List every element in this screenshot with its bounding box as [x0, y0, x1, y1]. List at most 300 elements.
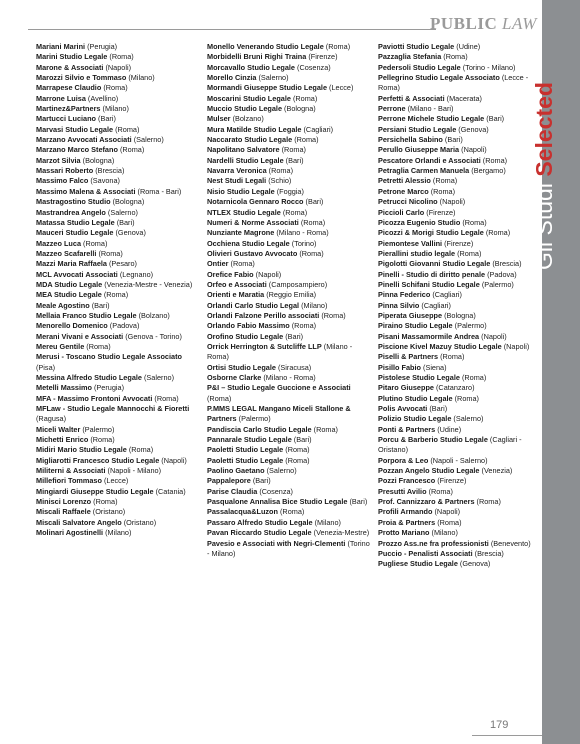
firm-location: (Cagliari) [421, 300, 451, 310]
firm-name: Picozzi & Morigi Studio Legale [378, 228, 484, 238]
firm-location: (Roma) [280, 507, 305, 517]
firm-name: Matassa Studio Legale [36, 217, 115, 227]
directory-entry [378, 497, 543, 507]
firm-location: (Lecce - Roma) [378, 73, 529, 93]
firm-location: (Roma) [86, 341, 111, 351]
firm-name: Marzano Marco Stefano [36, 145, 118, 155]
firm-location: (Venezia) [481, 466, 513, 476]
firm-name: Pescatore Orlandi e Associati [378, 155, 481, 165]
directory-entry [36, 187, 201, 197]
directory-entry [36, 394, 201, 404]
directory-entry [378, 518, 543, 528]
directory-entry [207, 73, 372, 83]
firm-name: Pavan Riccardo Studio Legale [207, 528, 312, 538]
firm-name: Protto Mariano [378, 528, 430, 538]
firm-name: Pinelli Schifani Studio Legale [378, 279, 480, 289]
directory-entry [207, 208, 372, 218]
firm-location: (Roma - Bari) [137, 186, 182, 196]
firm-name: Pozzan Angelo Studio Legale [378, 466, 480, 476]
firm-location: (Brescia) [492, 259, 522, 269]
firm-name: Mura Matilde Studio Legale [207, 124, 302, 134]
firm-name: Occhiena Studio Legale [207, 238, 290, 248]
firm-location: (Pesaro) [109, 259, 137, 269]
firm-location: (Roma) [103, 83, 128, 93]
directory-entry [207, 145, 372, 155]
directory-entry [207, 445, 372, 455]
firm-name: Merusi - Toscano Studio Legale Associato [36, 352, 182, 362]
firm-name: Paviotti Studio Legale [378, 42, 455, 51]
directory-entry [36, 156, 201, 166]
firm-location: (Roma) [281, 145, 306, 155]
firm-name: Miscali Salvatore Angelo [36, 517, 122, 527]
directory-entry [378, 352, 543, 362]
firm-name: Mulser [207, 114, 231, 124]
directory-entry [378, 176, 543, 186]
firm-name: Passalacqua&Luzon [207, 507, 278, 517]
directory-entry [207, 83, 372, 93]
directory-entry [207, 156, 372, 166]
firm-location: (Roma) [321, 310, 346, 320]
firm-location: (Roma) [119, 145, 145, 155]
firm-location: (Salerno) [144, 373, 175, 382]
firm-location: (Roma) [128, 445, 154, 455]
directory-entry [36, 518, 201, 528]
firm-location: (Palermo) [238, 414, 271, 424]
firm-location: (Firenze) [437, 476, 467, 486]
firm-name: Nisio Studio Legale [207, 186, 275, 196]
firm-location: (Roma) [90, 435, 115, 445]
directory-entry [36, 497, 201, 507]
firm-name: Mazzeo Scafarelli [36, 248, 97, 258]
firm-location: (Roma) [485, 228, 511, 238]
directory-entry [207, 259, 372, 269]
directory-entry [36, 487, 201, 497]
directory-entry [378, 135, 543, 145]
firm-location: (Macerata) [446, 93, 482, 103]
firm-name: Massimo Falco [36, 176, 89, 186]
firm-location: (Bari) [429, 404, 448, 414]
directory-entry [207, 342, 372, 363]
firm-location: (Genova - Torino) [125, 331, 182, 341]
firm-location: (Perugia) [94, 383, 125, 393]
directory-entry [36, 145, 201, 155]
firm-name: Moscarini Studio Legale [207, 93, 291, 103]
directory-entry [36, 63, 201, 73]
firm-name: Notarnicola Gennaro Rocco [207, 197, 304, 207]
directory-entry [36, 73, 201, 83]
firm-location: (Napoli) [439, 197, 466, 207]
directory-entry [378, 270, 543, 280]
directory-entry [36, 83, 201, 93]
firm-location: (Roma) [462, 217, 487, 227]
firm-location: (Roma) [482, 155, 508, 165]
firm-location: (Roma) [292, 93, 318, 103]
firm-name: Polizio Studio Legale [378, 414, 452, 424]
firm-name: MCL Avvocati Associati [36, 269, 118, 279]
firm-name: Puccio - Penalisti Associati [378, 548, 473, 558]
directory-entry [378, 487, 543, 497]
firm-location: (Napoli - Milano) [107, 466, 162, 476]
firm-location: (Bari) [116, 217, 135, 227]
firm-name: Prof. Cannizzaro & Partners [378, 497, 475, 507]
brand-italic: LAW [501, 14, 537, 33]
firm-name: Miceli Walter [36, 424, 81, 434]
directory-entry [378, 73, 543, 94]
firm-location: (Bolzano) [232, 114, 264, 124]
firm-name: Pedersoli Studio Legale [378, 62, 461, 72]
firm-name: Parise Claudia [207, 486, 258, 496]
firm-location: (Milano) [301, 300, 328, 310]
firm-name: Orlandi Falzone Perillo associati [207, 310, 320, 320]
directory-entry [36, 166, 201, 176]
directory-entry [207, 301, 372, 311]
directory-entry [36, 280, 201, 290]
firm-location: (Siracusa) [277, 362, 312, 372]
firm-location: (Napoli) [481, 331, 507, 341]
firm-name: Mingiardi Giuseppe Studio Legale [36, 486, 154, 496]
directory-entry [378, 63, 543, 73]
firm-name: Messina Alfredo Studio Legale [36, 373, 142, 382]
firm-location: (Milano) [431, 528, 458, 538]
firm-name: Prozzo Ass.ne fra professionisti [378, 538, 489, 548]
firm-name: Orlandi Carlo Studio Legal [207, 300, 300, 310]
directory-entry [207, 528, 372, 538]
firm-name: Orfeo e Associati [207, 279, 267, 289]
firm-location: (Schio) [268, 176, 292, 186]
firm-location: (Cagliari) [432, 290, 462, 300]
directory-entry [207, 332, 372, 342]
firm-name: Morcavallo Studio Legale [207, 62, 295, 72]
firm-name: Morello Cinzia [207, 73, 257, 83]
firm-name: Pinna Silvio [378, 300, 420, 310]
directory-entry [36, 373, 201, 383]
firm-name: Nardelli Studio Legale [207, 155, 284, 165]
firm-location: (Padova) [109, 321, 140, 331]
directory-entry [207, 52, 372, 62]
firm-location: (Roma) [294, 135, 319, 145]
directory-entry [207, 311, 372, 321]
firm-name: Morbidelli Bruni Righi Traina [207, 52, 307, 62]
firm-name: Petretti Alessio [378, 176, 431, 186]
firm-name: Plutino Studio Legale [378, 393, 453, 403]
firm-location: (Roma) [430, 186, 456, 196]
firm-name: Martucci Luciano [36, 114, 97, 124]
firm-name: Passaro Alfredo Studio Legale [207, 517, 313, 527]
directory-entry [207, 507, 372, 517]
directory-entry [378, 549, 543, 559]
firm-name: Midiri Mario Studio Legale [36, 445, 127, 455]
directory-entry [36, 321, 201, 331]
firm-location: (Venezia-Mestre) [313, 528, 370, 538]
firm-location: (Bergamo) [471, 166, 506, 176]
directory-entry [36, 52, 201, 62]
directory-entry [378, 208, 543, 218]
directory-entry [36, 114, 201, 124]
directory-entry [36, 352, 201, 373]
directory-entry [207, 373, 372, 383]
firm-location: (Napoli) [461, 145, 487, 155]
directory-entry [378, 218, 543, 228]
firm-name: Massimo Malena & Associati [36, 186, 136, 196]
firm-location: (Catanzaro) [436, 383, 475, 393]
firm-name: Porpora & Leo [378, 455, 429, 465]
firm-name: Pugliese Studio Legale [378, 559, 458, 569]
directory-entry [36, 456, 201, 466]
firm-location: (Roma) [230, 259, 255, 269]
firm-location: (Brescia) [474, 548, 504, 558]
directory-entry [378, 456, 543, 466]
firm-name: Mazzeo Luca [36, 238, 82, 248]
firm-name: Marzano Avvocati Associati [36, 135, 132, 145]
firm-name: Migliarotti Francesco Studio Legale [36, 455, 160, 465]
firm-name: Olivieri Gustavo Avvocato [207, 248, 298, 258]
directory-entry [36, 342, 201, 352]
firm-name: Marvasi Studio Legale [36, 124, 114, 134]
directory-entry [207, 383, 372, 404]
directory-entry [207, 249, 372, 259]
firm-location: (Roma) [313, 424, 338, 434]
directory-entry [207, 280, 372, 290]
directory-entry [36, 476, 201, 486]
firm-name: Pavesio e Associati with Negri-Clementi [207, 538, 346, 548]
firm-location: (Camposampiero) [268, 279, 328, 289]
directory-entry [378, 197, 543, 207]
firm-name: Mastrandrea Angelo [36, 207, 106, 217]
directory-entry [207, 94, 372, 104]
directory-entry [378, 363, 543, 373]
directory-entry [378, 425, 543, 435]
firm-name: Piscione Kivel Mazuy Studio Legale [378, 341, 502, 351]
firm-location: (Roma) [285, 455, 310, 465]
firm-name: Piperata Giuseppe [378, 310, 443, 320]
firm-location: (Roma) [300, 217, 326, 227]
firm-location: (Legnano) [119, 269, 154, 279]
firm-name: Orrick Herrington & Sutcliffe LLP [207, 341, 322, 351]
firm-name: Persichella Sabino [378, 135, 443, 145]
firm-location: (Roma) [285, 445, 310, 455]
firm-location: (Napoli) [255, 269, 282, 279]
firm-location: (Roma) [299, 248, 324, 258]
firm-name: P.MMS LEGAL Mangano Miceli Stallone & Partners [207, 404, 351, 424]
firm-name: Pasqualone Annalisa Bice Studio Legale [207, 497, 348, 507]
directory-entry [36, 94, 201, 104]
firm-location: (Milano) [102, 104, 129, 114]
directory-entry [207, 363, 372, 373]
brand-bold: PUBLIC [430, 14, 498, 33]
firm-name: Petrucci Nicolino [378, 197, 438, 207]
firm-location: (Salerno) [107, 207, 138, 217]
firm-location: (Roma) [428, 486, 453, 496]
firm-name: Perfetti & Associati [378, 93, 445, 103]
firm-location: (Roma) [440, 352, 465, 362]
firm-name: Perullo Giuseppe Maria [378, 145, 460, 155]
firm-location: (Firenze) [308, 52, 338, 62]
directory-entry [207, 456, 372, 466]
directory-entry [36, 135, 201, 145]
firm-location: (Pisa) [36, 362, 56, 372]
firm-name: Marrone Luisa [36, 93, 86, 103]
firm-location: (Roma) [103, 290, 129, 300]
directory-entry [378, 476, 543, 486]
directory-entry [207, 166, 372, 176]
firm-location: (Palermo) [481, 279, 514, 289]
directory-entry [207, 466, 372, 476]
firm-name: Pigolotti Giovanni Studio Legale [378, 259, 491, 269]
directory-entry [36, 435, 201, 445]
directory-entry [36, 104, 201, 114]
firm-location: (Roma) [93, 497, 118, 507]
firm-name: Mereu Gentile [36, 341, 85, 351]
directory-entry [207, 135, 372, 145]
directory-entry [36, 218, 201, 228]
firm-name: MFLaw - Studio Legale Mannocchi & Fioretti [36, 404, 190, 414]
directory-entry [36, 197, 201, 207]
firm-name: Meale Agostino [36, 300, 90, 310]
firm-name: Piemontese Vallini [378, 238, 443, 248]
directory-entry [36, 311, 201, 321]
directory-entry [378, 166, 543, 176]
directory-entry [207, 104, 372, 114]
firm-location: (Milano - Bari) [407, 104, 454, 114]
directory-entry [378, 280, 543, 290]
firm-name: Pitaro Giuseppe [378, 383, 434, 393]
directory-entry [378, 125, 543, 135]
firm-location: (Lecce) [103, 476, 129, 486]
directory-entry [378, 342, 543, 352]
firm-name: Mellaia Franco Studio Legale [36, 310, 137, 320]
directory-entry [36, 507, 201, 517]
directory-entry [378, 414, 543, 424]
firm-location: (Roma) [115, 124, 140, 134]
firm-name: Pappalepore [207, 476, 251, 486]
directory-entry [36, 466, 201, 476]
firm-location: (Foggia) [276, 186, 304, 196]
firm-name: Petraglia Carmen Manuela [378, 166, 470, 176]
firm-name: Porcu & Barberio Studio Legale [378, 435, 488, 445]
directory-entry [378, 114, 543, 124]
firm-name: Pozzi Francesco [378, 476, 436, 486]
firm-name: Nunziante Magrone [207, 228, 275, 238]
firm-name: Molinari Agostinelli [36, 528, 104, 538]
firm-name: Marini Studio Legale [36, 52, 108, 62]
page-number: 179 [490, 719, 509, 731]
firm-location: (Napoli - Salerno) [430, 455, 488, 465]
firm-location: (Bologna) [82, 155, 115, 165]
firm-location: (Roma) [457, 248, 482, 258]
directory-entry [378, 42, 543, 52]
directory-entry [207, 218, 372, 228]
directory-column-2 [207, 42, 372, 559]
firm-name: Polis Avvocati [378, 404, 428, 414]
firm-name: Marzot Silvia [36, 155, 81, 165]
firm-name: Profili Armando [378, 507, 433, 517]
directory-entry [378, 301, 543, 311]
firm-name: Mormandi Giuseppe Studio Legale [207, 83, 328, 93]
firm-name: Martinez&Partners [36, 104, 101, 114]
firm-location: (Cagliari) [303, 124, 334, 134]
directory-entry [378, 404, 543, 414]
firm-location: (Roma) [454, 393, 479, 403]
firm-name: MFA - Massimo Frontoni Avvocati [36, 393, 153, 403]
firm-name: Pellegrino Studio Legale Associato [378, 73, 500, 83]
firm-name: Nest Studi Legali [207, 176, 267, 186]
directory-entry [378, 539, 543, 549]
directory-entry [378, 187, 543, 197]
firm-location: (Venezia-Mestre - Venezia) [104, 279, 193, 289]
firm-location: (Salerno) [266, 466, 297, 476]
directory-entry [207, 518, 372, 528]
firm-name: Michetti Enrico [36, 435, 89, 445]
directory-entry [378, 321, 543, 331]
firm-location: (Milano) [105, 528, 132, 538]
firm-name: Piraino Studio Legale [378, 321, 453, 331]
firm-location: (Napoli) [105, 62, 132, 72]
firm-name: Paolino Gaetano [207, 466, 265, 476]
firm-location: (Bolzano) [138, 310, 170, 320]
firm-location: (Bari) [285, 331, 304, 341]
firm-name: Numeri & Norme Associati [207, 217, 299, 227]
firm-name: Mauceri Studio Legale [36, 228, 114, 238]
directory-entry [207, 228, 372, 238]
directory-entry [207, 42, 372, 52]
directory-entry [207, 425, 372, 435]
directory-entry [36, 528, 201, 538]
firm-name: Napolitano Salvatore [207, 145, 280, 155]
firm-name: Pisani Massamormile Andrea [378, 331, 480, 341]
footer-rule [472, 735, 542, 736]
firm-location: (Bari) [486, 114, 505, 124]
directory-entry [36, 42, 201, 52]
firm-location: (Bari) [285, 155, 304, 165]
header-rule [28, 29, 436, 30]
directory-entry [207, 497, 372, 507]
firm-location: (Palermo) [454, 321, 487, 331]
firm-location: (Milano - Roma) [207, 341, 353, 362]
directory-entry [378, 228, 543, 238]
firm-location: (Roma) [437, 517, 462, 527]
directory-entry [378, 394, 543, 404]
firm-name: Pistolese Studio Legale [378, 373, 460, 382]
firm-location: (Udine) [456, 42, 481, 51]
firm-name: Millefiori Tommaso [36, 476, 102, 486]
firm-name: Pandiscia Carlo Studio Legale [207, 424, 312, 434]
firm-name: Pazzaglia Stefania [378, 52, 442, 62]
firm-name: Militerni & Associati [36, 466, 106, 476]
firm-name: Pisillo Fabio [378, 362, 421, 372]
firm-location: (Bari) [252, 476, 271, 486]
directory-entry [378, 156, 543, 166]
firm-name: Ortisi Studio Legale [207, 362, 276, 372]
firm-name: Monello Venerando Studio Legale [207, 42, 324, 51]
directory-entry [36, 208, 201, 218]
firm-location: (Cagliari - Oristano) [378, 435, 522, 455]
directory-entry [207, 487, 372, 497]
directory-entry [207, 197, 372, 207]
directory-entry [378, 249, 543, 259]
directory-entry [378, 311, 543, 321]
firm-location: (Cosenza) [259, 486, 293, 496]
firm-location: (Benevento) [490, 538, 531, 548]
firm-name: Muccio Studio Legale [207, 104, 283, 114]
directory-entry [378, 94, 543, 104]
firm-name: Presutti Avilio [378, 486, 427, 496]
firm-location: (Firenze) [444, 238, 474, 248]
directory-entry [207, 539, 372, 560]
firm-name: MDA Studio Legale [36, 279, 103, 289]
firm-location: (Torino - Milano) [207, 538, 370, 558]
firm-name: Massari Roberto [36, 166, 94, 176]
firm-location: (Lecce) [329, 83, 354, 93]
